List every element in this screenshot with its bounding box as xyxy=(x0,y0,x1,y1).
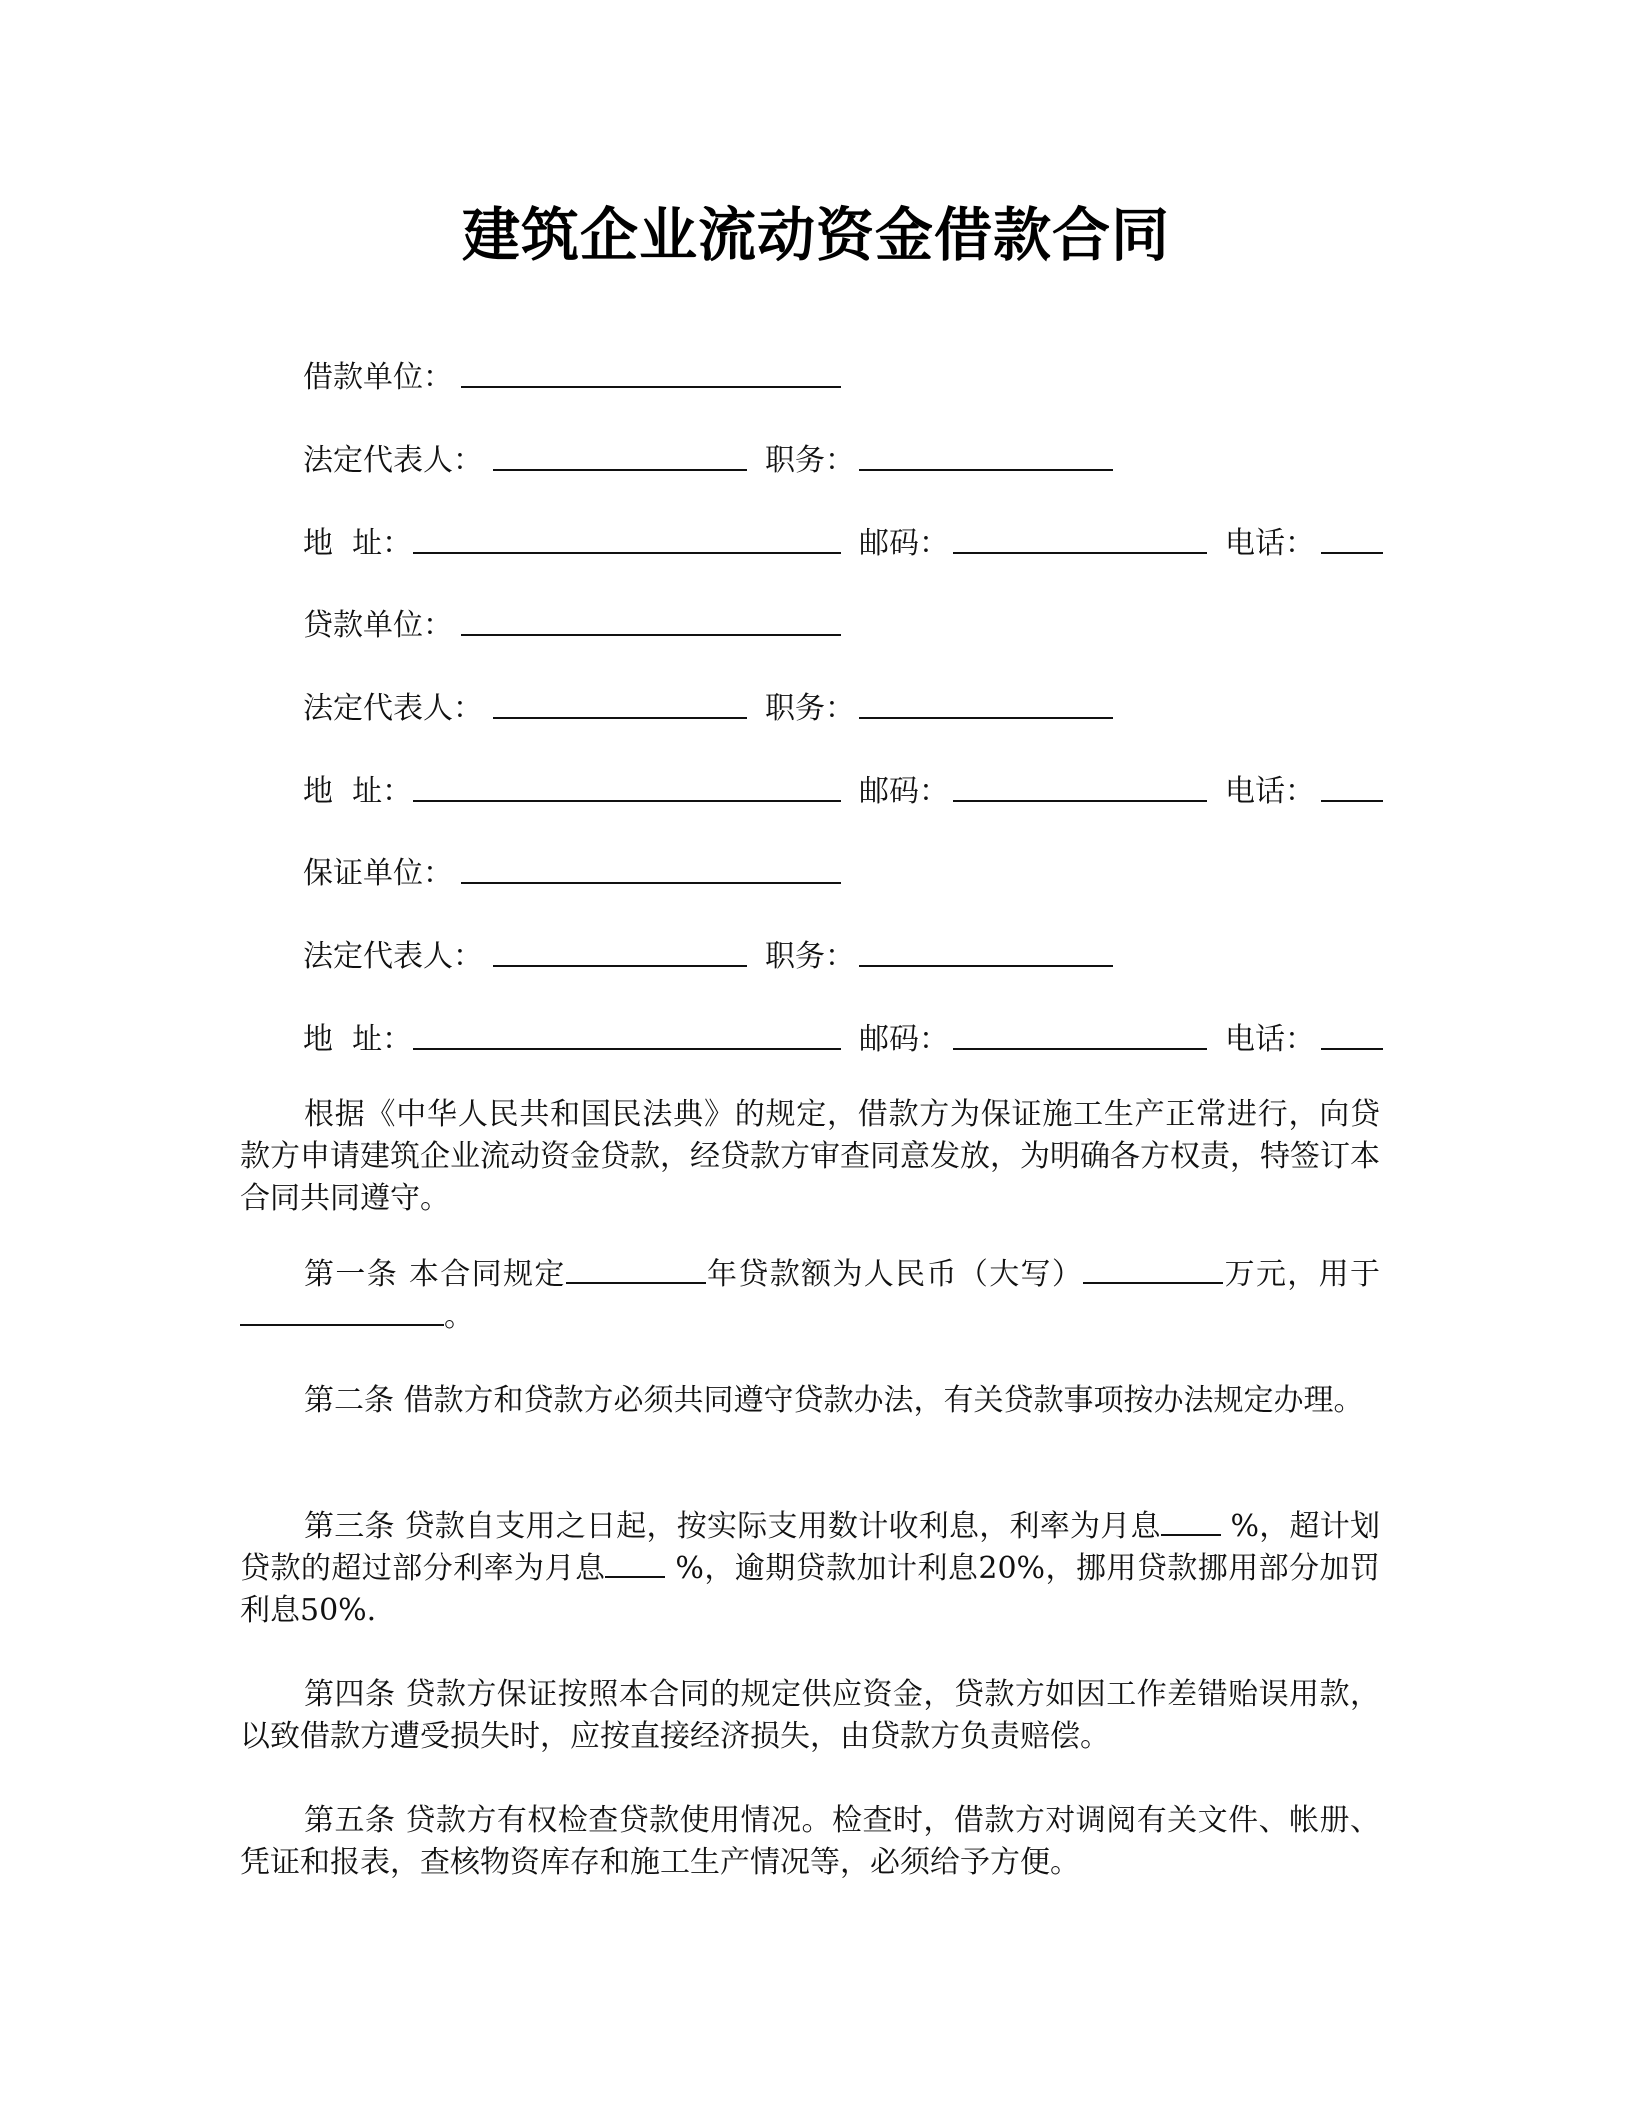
guarantor-unit-label: 保证单位： xyxy=(303,856,453,891)
lender-unit-label: 贷款单位： xyxy=(303,608,453,643)
borrower-rep-label: 法定代表人： xyxy=(303,443,483,478)
article-1-part-2: 年贷款额为人民币（大写） xyxy=(705,1257,1084,1292)
borrower-rep-blank[interactable] xyxy=(493,435,747,471)
article-1-purpose-blank[interactable] xyxy=(240,1296,444,1326)
lender-position-blank[interactable] xyxy=(859,683,1113,719)
lender-address-label: 地 址： xyxy=(303,774,413,809)
lender-postcode-label: 邮码： xyxy=(859,774,949,809)
borrower-unit-label: 借款单位： xyxy=(303,360,453,395)
article-3-part-3: %，逾期贷款加计利息20%，挪用贷款挪用部分加罚利息50%. xyxy=(240,1551,1380,1628)
lender-position-label: 职务： xyxy=(765,691,855,726)
article-3-paragraph xyxy=(240,1506,1380,1632)
lender-address-blank[interactable] xyxy=(413,766,841,802)
article-1-year-blank[interactable] xyxy=(566,1254,706,1284)
article-1-paragraph xyxy=(240,1254,1380,1338)
preamble-paragraph: 根据《中华人民共和国民法典》的规定，借款方为保证施工生产正常进行，向贷款方申请建筑企业流动资金贷款，经贷款方审查同意发放，为明确各方权责，特签订本合同共同遵守。 xyxy=(240,1097,1380,1216)
guarantor-address-blank[interactable] xyxy=(413,1014,841,1050)
guarantor-rep-blank[interactable] xyxy=(493,931,747,967)
article-2-paragraph: 第二条 借款方和贷款方必须共同遵守贷款办法，有关贷款事项按办法规定办理。 xyxy=(304,1383,1364,1418)
guarantor-phone-label: 电话： xyxy=(1225,1022,1315,1057)
article-4-paragraph: 第四条 贷款方保证按照本合同的规定供应资金，贷款方如因工作差错贻误用款，以致借款方遭受损失时，应按直接经济损失，由贷款方负责赔偿。 xyxy=(240,1677,1380,1754)
lender-rep-label: 法定代表人： xyxy=(303,691,483,726)
borrower-postcode-label: 邮码： xyxy=(859,526,949,561)
guarantor-address-label: 地 址： xyxy=(303,1022,413,1057)
guarantor-rep-label: 法定代表人： xyxy=(303,939,483,974)
guarantor-postcode-blank[interactable] xyxy=(953,1014,1207,1050)
lender-rep-blank[interactable] xyxy=(493,683,747,719)
guarantor-unit-blank[interactable] xyxy=(461,848,841,884)
borrower-postcode-blank[interactable] xyxy=(953,518,1207,554)
guarantor-postcode-label: 邮码： xyxy=(859,1022,949,1057)
lender-postcode-blank[interactable] xyxy=(953,766,1207,802)
lender-unit-blank[interactable] xyxy=(461,600,841,636)
article-1-amount-blank[interactable] xyxy=(1083,1254,1223,1284)
guarantor-position-label: 职务： xyxy=(765,939,855,974)
borrower-unit-blank[interactable] xyxy=(461,352,841,388)
borrower-position-label: 职务： xyxy=(765,443,855,478)
borrower-address-blank[interactable] xyxy=(413,518,841,554)
borrower-address-label: 地 址： xyxy=(303,526,413,561)
guarantor-position-blank[interactable] xyxy=(859,931,1113,967)
guarantor-phone-blank[interactable] xyxy=(1321,1014,1383,1050)
article-3-part-2: %，超计划贷款的超过部分利率为月息 xyxy=(240,1509,1380,1586)
article-3-excess-rate-blank[interactable] xyxy=(605,1548,665,1578)
borrower-position-blank[interactable] xyxy=(859,435,1113,471)
lender-phone-blank[interactable] xyxy=(1321,766,1383,802)
document-title: 建筑企业流动资金借款合同 xyxy=(461,201,1170,269)
article-1-part-1: 第一条 本合同规定 xyxy=(304,1257,566,1292)
article-3-part-1: 第三条 贷款自支用之日起，按实际支用数计收利息，利率为月息 xyxy=(304,1509,1161,1544)
article-5-paragraph: 第五条 贷款方有权检查贷款使用情况。检查时，借款方对调阅有关文件、帐册、凭证和报表，查核物资库存和施工生产情况等，必须给予方便。 xyxy=(240,1803,1380,1880)
borrower-phone-blank[interactable] xyxy=(1321,518,1383,554)
article-3-rate-blank[interactable] xyxy=(1161,1506,1221,1536)
article-1-part-3: 万元，用于 xyxy=(1223,1257,1381,1292)
borrower-phone-label: 电话： xyxy=(1225,526,1315,561)
article-1-part-4: 。 xyxy=(444,1299,474,1334)
lender-phone-label: 电话： xyxy=(1225,774,1315,809)
